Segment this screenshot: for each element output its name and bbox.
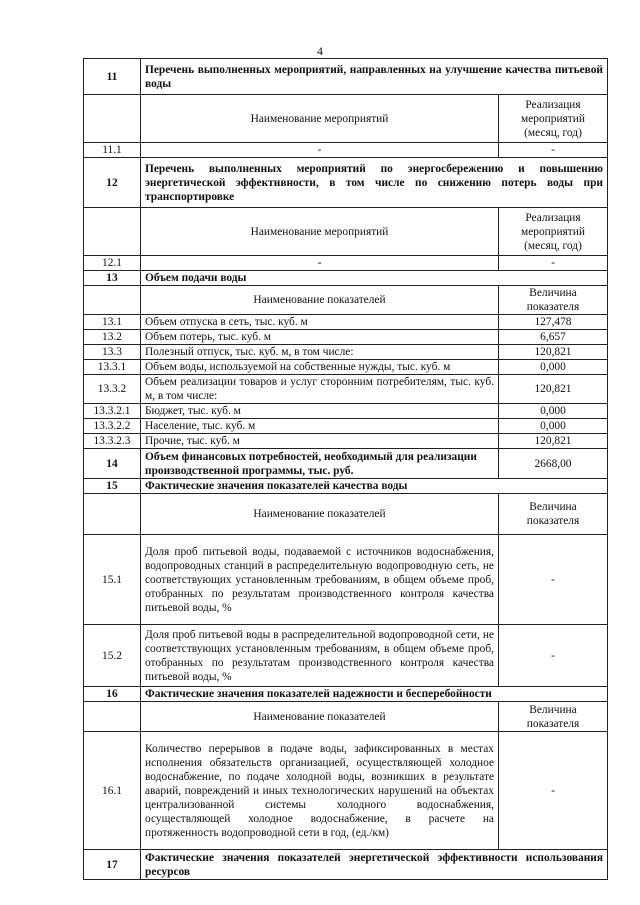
table-row — [84, 404, 608, 419]
row-value: 6,657 — [499, 330, 608, 345]
row-number: 13.3.1 — [84, 360, 141, 375]
table-row — [84, 732, 608, 850]
row-number: 13.3 — [84, 345, 141, 360]
column-header-name: Наименование показателей — [141, 494, 499, 535]
section-title: Фактические значения показателей надежности и бесперебойности — [141, 687, 608, 702]
row-number: 13.1 — [84, 315, 141, 330]
column-header-row — [84, 95, 608, 143]
section-number: 11 — [84, 59, 141, 95]
row-value: 0,000 — [499, 404, 608, 419]
column-header-name: Наименование показателей — [141, 286, 499, 315]
table-row — [84, 375, 608, 404]
row-number: 13.3.2 — [84, 375, 141, 404]
row-name: Прочие, тыс. куб. м — [141, 434, 499, 449]
section-number: 17 — [84, 850, 141, 880]
empty-cell — [84, 286, 141, 315]
section-title: Объем финансовых потребностей, необходимый для реализации производственной программы, тыс. руб. — [141, 449, 499, 479]
row-number: 12.1 — [84, 256, 141, 271]
row-number: 15.1 — [84, 535, 141, 625]
column-header-implementation: Реализация мероприятий (месяц, год) — [499, 208, 608, 256]
column-header-row — [84, 702, 608, 732]
table-row — [84, 345, 608, 360]
row-name: Население, тыс. куб. м — [141, 419, 499, 434]
row-name: Полезный отпуск, тыс. куб. м, в том числе: — [141, 345, 499, 360]
row-number: 13.2 — [84, 330, 141, 345]
row-name: Количество перерывов в подаче воды, зафиксированных в местах исполнения обязательств организацией, осуществляющей холодное водоснабжение, по подаче холодной воды, возникших в результате аварий, повреждений и иных технологических нарушений на объектах централизованной системы холодного водоснабжения, осуществляющей холодное водоснабжение, в расчете на протяженность водопроводной сети в год, (ед./км) — [141, 732, 499, 850]
row-value: - — [499, 535, 608, 625]
row-value: 2668,00 — [499, 449, 608, 479]
table-row — [84, 625, 608, 687]
row-value: - — [499, 625, 608, 687]
row-name: Объем реализации товаров и услуг сторонним потребителям, тыс. куб. м, в том числе: — [141, 375, 499, 404]
section-14-row — [84, 449, 608, 479]
row-number: 11.1 — [84, 143, 141, 158]
row-name: Бюджет, тыс. куб. м — [141, 404, 499, 419]
section-17-header — [84, 850, 608, 880]
row-name: Объем потерь, тыс. куб. м — [141, 330, 499, 345]
row-value: 127,478 — [499, 315, 608, 330]
column-header-value: Величина показателя — [499, 702, 608, 732]
column-header-row — [84, 286, 608, 315]
row-name: Объем воды, используемой на собственные нужды, тыс. куб. м — [141, 360, 499, 375]
column-header-name: Наименование мероприятий — [141, 208, 499, 256]
section-number: 15 — [84, 479, 141, 494]
table-row — [84, 419, 608, 434]
section-12-header — [84, 158, 608, 208]
row-name: Доля проб питьевой воды, подаваемой с источников водоснабжения, водопроводных станций в распределительную водопроводную сеть, не соответствующих установленным требованиям, в общем объеме проб, отобранных по результатам производственного контроля качества питьевой воды, % — [141, 535, 499, 625]
row-value: - — [499, 256, 608, 271]
column-header-name: Наименование мероприятий — [141, 95, 499, 143]
row-value: - — [499, 143, 608, 158]
row-value: - — [499, 732, 608, 850]
table-row — [84, 535, 608, 625]
row-name: Доля проб питьевой воды в распределительной водопроводной сети, не соответствующих установленным требованиям, в общем объеме проб, отобранных по результатам производственного контроля качества питьевой воды, % — [141, 625, 499, 687]
section-title: Фактические значения показателей энергетической эффективности использования ресурсов — [141, 850, 608, 880]
section-number: 13 — [84, 271, 141, 286]
empty-cell — [84, 494, 141, 535]
table-row — [84, 434, 608, 449]
section-13-header — [84, 271, 608, 286]
section-title: Перечень выполненных мероприятий, направленных на улучшение качества питьевой воды — [141, 59, 608, 95]
column-header-row — [84, 494, 608, 535]
column-header-value: Величина показателя — [499, 286, 608, 315]
section-number: 14 — [84, 449, 141, 479]
section-11-header — [84, 59, 608, 95]
table-row — [84, 360, 608, 375]
row-value: 0,000 — [499, 419, 608, 434]
table-row — [84, 330, 608, 345]
page-number: 4 — [317, 44, 323, 58]
table-row — [84, 143, 608, 158]
column-header-name: Наименование показателей — [141, 702, 499, 732]
row-value: 120,821 — [499, 375, 608, 404]
column-header-value: Величина показателя — [499, 494, 608, 535]
row-number: 16.1 — [84, 732, 141, 850]
empty-cell — [84, 702, 141, 732]
section-title: Фактические значения показателей качества воды — [141, 479, 608, 494]
row-number: 13.3.2.1 — [84, 404, 141, 419]
row-number: 13.3.2.3 — [84, 434, 141, 449]
row-value: 0,000 — [499, 360, 608, 375]
section-number: 12 — [84, 158, 141, 208]
column-header-row — [84, 208, 608, 256]
row-number: 13.3.2.2 — [84, 419, 141, 434]
row-value: 120,821 — [499, 345, 608, 360]
section-15-header — [84, 479, 608, 494]
table-row — [84, 315, 608, 330]
row-name: - — [141, 143, 499, 158]
column-header-implementation: Реализация мероприятий (месяц, год) — [499, 95, 608, 143]
section-number: 16 — [84, 687, 141, 702]
empty-cell — [84, 208, 141, 256]
table-row — [84, 256, 608, 271]
row-number: 15.2 — [84, 625, 141, 687]
section-title: Объем подачи воды — [141, 271, 608, 286]
section-title: Перечень выполненных мероприятий по энергосбережению и повышению энергетической эффективности, в том числе по снижению потерь воды при транспортировке — [141, 158, 608, 208]
empty-cell — [84, 95, 141, 143]
row-name: Объем отпуска в сеть, тыс. куб. м — [141, 315, 499, 330]
row-value: 120,821 — [499, 434, 608, 449]
report-table — [83, 58, 608, 880]
row-name: - — [141, 256, 499, 271]
section-16-header — [84, 687, 608, 702]
